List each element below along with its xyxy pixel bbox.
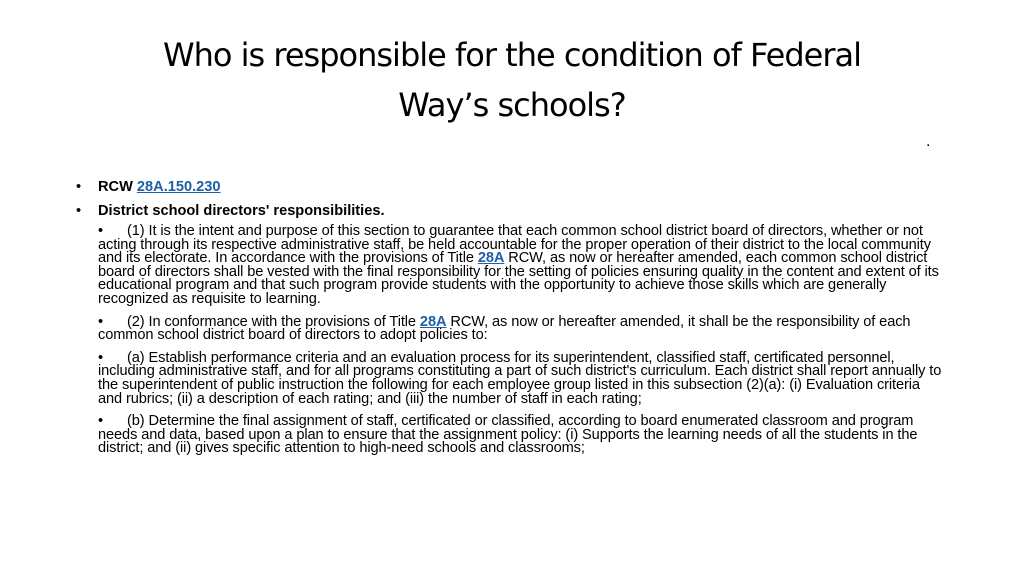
sub-bullet-icon: • — [98, 223, 104, 239]
slide-title — [60, 30, 964, 130]
bullet-dot-icon: • — [76, 203, 82, 219]
title-28a-link[interactable]: 28A — [419, 313, 447, 330]
sub-bullet-icon: • — [98, 313, 104, 330]
sub-bullet-icon: • — [98, 349, 104, 366]
title-trailing-dot: . — [926, 133, 931, 150]
paragraph-2-text-a: (2) In conformance with the provisions of Title — [127, 313, 416, 330]
bullet-heading — [76, 201, 946, 225]
bullet-dot-icon: • — [76, 179, 82, 195]
paragraph-4 — [98, 415, 946, 456]
title-line-1: Who is responsible for the condition of Federal — [162, 36, 861, 74]
rcw-link[interactable]: 28A.150.230 — [136, 179, 221, 195]
title-28a-link[interactable]: 28A — [477, 250, 505, 267]
paragraph-4-text: (b) Determine the final assignment of staff, certificated or classified, according to board enumerated classroom and program needs and data, based upon a plan to ensure that the assignment policy: (i) Supports the learning needs of all the students in the district; and (ii) gives specific attention to high-need schools and classrooms; — [98, 413, 918, 457]
bullet-rcw — [76, 177, 946, 201]
paragraph-2 — [98, 313, 946, 344]
paragraph-1 — [98, 225, 946, 307]
paragraph-1-text-a: (1) It is the intent and purpose of this section to guarantee that each common school district board of directors, whether or not acting through its respective administrative staff, be held accountable for the proper operation of their district to the local community and its electorate. In accordance with the provisions of Title — [98, 223, 931, 267]
sub-bullet-icon: • — [98, 413, 104, 430]
paragraph-1-text-b: RCW, as now or hereafter amended, each common school district board of directors shall be vested with the final responsibility for the setting of policies ensuring quality in the content and extent of its educational program and that such program provide students with the opportunity to achieve those skills which are generally recognized as requisite to learning. — [98, 250, 939, 307]
paragraph-3-text: (a) Establish performance criteria and an evaluation process for its superintendent, classified staff, certificated personnel, including administrative staff, and for all programs constituting a part of such district's curriculum. Each district shall report annually to the superintendent of public instruction the following for each employee group listed in this subsection (2)(a): (i) Evaluation criteria and rubrics; (ii) a description of each rating; and (iii) the number of staff in each rating; — [98, 349, 942, 407]
paragraph-3 — [98, 349, 946, 407]
paragraph-2-text-b: RCW, as now or hereafter amended, it shall be the responsibility of each common school district board of directors to adopt policies to: — [98, 313, 911, 344]
title-line-2: Way’s schools? — [398, 86, 626, 124]
section-heading: District school directors' responsibilities. — [98, 203, 385, 219]
slide-body — [76, 177, 946, 465]
rcw-label: RCW — [98, 179, 133, 195]
